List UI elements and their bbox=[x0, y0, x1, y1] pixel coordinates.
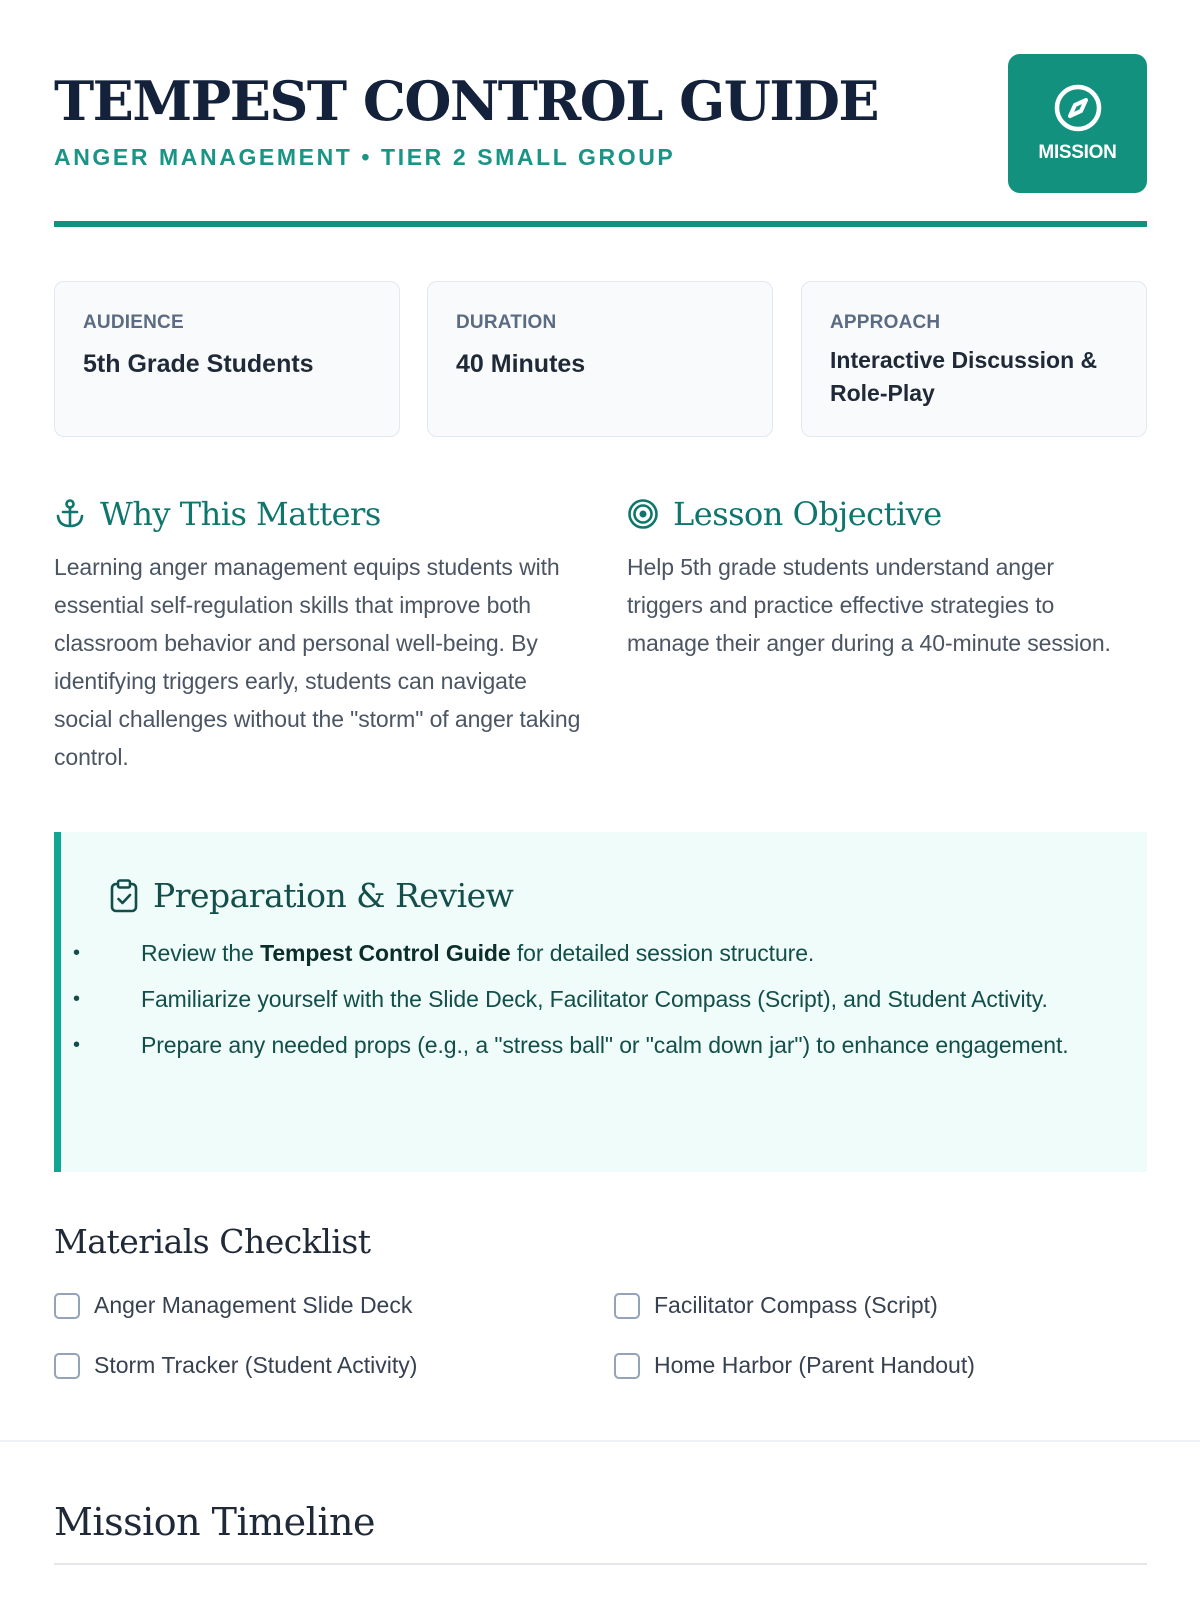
checkbox[interactable] bbox=[54, 1293, 80, 1319]
checklist-item-home-harbor[interactable] bbox=[614, 1352, 975, 1379]
checklist-label: Facilitator Compass (Script) bbox=[654, 1292, 938, 1318]
checklist-item-facilitator-compass[interactable] bbox=[614, 1292, 938, 1319]
mission-badge bbox=[1008, 54, 1147, 193]
compass-icon bbox=[1053, 83, 1103, 133]
materials-heading: Materials Checklist bbox=[54, 1222, 371, 1261]
anchor-icon bbox=[54, 498, 86, 530]
lesson-objective-section bbox=[627, 490, 1127, 662]
stat-value: 5th Grade Students bbox=[83, 350, 314, 378]
checklist-label: Anger Management Slide Deck bbox=[94, 1292, 413, 1318]
checkbox[interactable] bbox=[614, 1353, 640, 1379]
page-header bbox=[54, 54, 1147, 228]
checklist-item-storm-tracker[interactable] bbox=[54, 1352, 417, 1379]
prep-item: • Prepare any needed props (e.g., a "stress ball" or "calm down jar") to enhance engagement. bbox=[107, 1028, 1087, 1062]
objective-body: Help 5th grade students understand anger triggers and practice effective strategies to manage their anger during a 40-minute session. bbox=[627, 554, 1111, 656]
why-heading: Why This Matters bbox=[100, 495, 381, 533]
session-stats bbox=[54, 281, 1147, 437]
page-subtitle: ANGER MANAGEMENT • TIER 2 SMALL GROUP bbox=[54, 144, 676, 170]
prep-item: • Familiarize yourself with the Slide Deck, Facilitator Compass (Script), and Student Activity. bbox=[107, 982, 1087, 1016]
mission-badge-label: MISSION bbox=[1038, 142, 1117, 163]
objective-heading: Lesson Objective bbox=[673, 495, 942, 533]
timeline-heading: Mission Timeline bbox=[54, 1500, 375, 1544]
checklist-label: Storm Tracker (Student Activity) bbox=[94, 1352, 418, 1378]
guide-name: Tempest Control Guide bbox=[260, 940, 511, 966]
prep-list bbox=[107, 936, 1087, 1074]
header-divider bbox=[54, 221, 1147, 227]
stat-label: APPROACH bbox=[830, 312, 941, 333]
why-this-matters-section bbox=[54, 490, 584, 776]
target-icon bbox=[627, 498, 659, 530]
stat-card-duration bbox=[427, 281, 773, 437]
stat-card-audience bbox=[54, 281, 400, 437]
section-divider bbox=[0, 1440, 1200, 1442]
materials-checklist bbox=[54, 1222, 1147, 1378]
timeline-divider bbox=[54, 1563, 1147, 1565]
stat-label: AUDIENCE bbox=[83, 312, 184, 333]
preparation-callout bbox=[54, 832, 1147, 1172]
stat-value: Interactive Discussion & Role-Play bbox=[830, 347, 1098, 406]
stat-card-approach bbox=[801, 281, 1147, 437]
stat-label: DURATION bbox=[456, 312, 557, 333]
checkbox[interactable] bbox=[614, 1293, 640, 1319]
page-title: TEMPEST CONTROL GUIDE bbox=[54, 69, 879, 133]
checkbox[interactable] bbox=[54, 1353, 80, 1379]
checklist-item-slide-deck[interactable] bbox=[54, 1292, 412, 1319]
why-body: Learning anger management equips students with essential self-regulation skills that improve both classroom behavior and personal well-being. By identifying triggers early, students can navigate social challenges without the "storm" of anger taking control. bbox=[54, 554, 581, 770]
prep-heading: Preparation & Review bbox=[153, 876, 514, 915]
checklist-label: Home Harbor (Parent Handout) bbox=[654, 1352, 975, 1378]
prep-item: • Review the Tempest Control Guide for detailed session structure. bbox=[107, 936, 1087, 970]
stat-value: 40 Minutes bbox=[456, 350, 586, 378]
clipboard-check-icon bbox=[109, 879, 139, 913]
